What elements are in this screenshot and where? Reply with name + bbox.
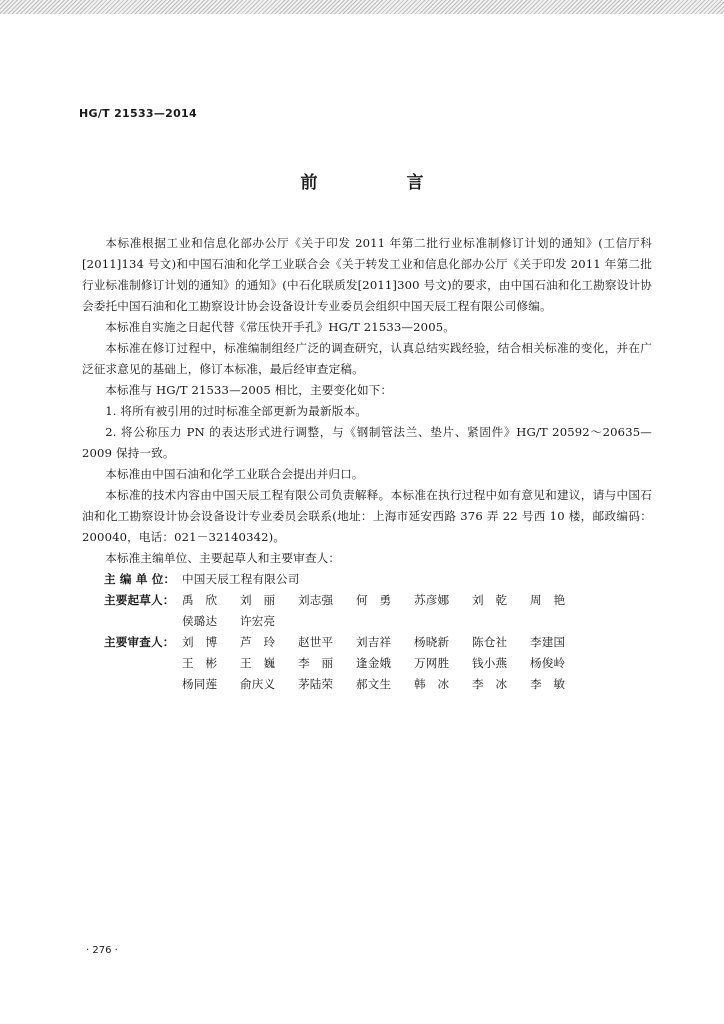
reviewer-name: 郝文生	[356, 677, 392, 691]
reviewer-name: 刘 博	[182, 635, 218, 649]
reviewers-row	[82, 653, 652, 674]
drafter-name: 禹 欣	[182, 593, 218, 607]
drafter-name: 侯璐达	[182, 614, 218, 628]
drafter-names	[182, 611, 298, 632]
change-item-1: 1. 将所有被引用的过时标准全部更新为最新版本。	[105, 404, 368, 418]
paragraph-1: 本标准根据工业和信息化部办公厅《关于印发 2011 年第二批行业标准制修订计划的通知》(工信厅科[2011]134 号文)和中国石油和化学工业联合会《关于转发工业和信息化部办公厅《关于印发 2011 年第二批行业标准制修订计划的通知》的通知》(中石化联质发[2011]300 号文)的要求，由中国石油和化工勘察设计协会委托中国石油和化工勘察设计协会设备设计专业委员会组织中国天辰工程有限公司修编。	[82, 236, 652, 313]
scan-edge	[0, 0, 724, 14]
paragraph-7: 本标准由中国石油和化学工业联合会提出并归口。	[105, 467, 364, 481]
reviewer-name: 芦 玲	[240, 635, 276, 649]
chief-unit-label: 主 编 单 位：	[104, 572, 176, 586]
paragraph-9: 本标准主编单位、主要起草人和主要审查人：	[105, 551, 341, 565]
reviewer-name: 俞庆义	[240, 677, 276, 691]
reviewer-name: 逢金娥	[356, 656, 392, 670]
reviewer-name: 万网胜	[414, 656, 450, 670]
drafters-row	[82, 611, 652, 632]
reviewers-label: 主要审查人：	[104, 635, 175, 649]
change-item-2: 2. 将公称压力 PN 的表达形式进行调整，与《钢制管法兰、垫片、紧固件》HG/T 20592～20635—2009 保持一致。	[82, 425, 652, 460]
reviewer-name: 钱小燕	[472, 656, 508, 670]
drafters-label: 主要起草人：	[104, 593, 175, 607]
drafters-row	[82, 590, 652, 611]
drafter-name: 刘 丽	[240, 593, 276, 607]
reviewer-names	[182, 674, 588, 695]
paragraph-8: 本标准的技术内容由中国天辰工程有限公司负责解释。本标准在执行过程中如有意见和建议，请与中国石油和化工勘察设计协会设备设计专业委员会联系(地址：上海市延安西路 376 弄 22 号西 10 楼，邮政编码：200040，电话：021－32140342)。	[82, 488, 652, 544]
drafter-name: 苏彦娜	[414, 593, 450, 607]
drafter-name: 周 艳	[530, 593, 566, 607]
paragraph-3: 本标准在修订过程中，标准编制组经广泛的调查研究，认真总结实践经验，结合相关标准的变化，并在广泛征求意见的基础上，修订本标准，最后经审查定稿。	[82, 341, 652, 376]
foreword-body	[82, 233, 652, 695]
staff-list	[82, 569, 652, 695]
drafter-name: 何 勇	[356, 593, 392, 607]
reviewer-names	[182, 632, 588, 653]
reviewers-row	[82, 632, 652, 653]
reviewer-name: 王 巍	[240, 656, 276, 670]
drafter-name: 刘 乾	[472, 593, 508, 607]
standard-code: HG/T 21533—2014	[79, 107, 197, 120]
paragraph-4: 本标准与 HG/T 21533—2005 相比，主要变化如下：	[105, 383, 393, 397]
chief-unit-row	[82, 569, 652, 590]
reviewer-name: 李 敏	[530, 677, 566, 691]
reviewer-names	[182, 653, 588, 674]
reviewer-name: 杨同莲	[182, 677, 218, 691]
reviewer-name: 李建国	[530, 635, 566, 649]
reviewer-name: 李 冰	[472, 677, 508, 691]
reviewer-name: 韩 冰	[414, 677, 450, 691]
drafter-names	[182, 590, 588, 611]
reviewer-name: 王 彬	[182, 656, 218, 670]
reviewers-row	[82, 674, 652, 695]
reviewer-name: 赵世平	[298, 635, 334, 649]
chief-unit-value: 中国天辰工程有限公司	[182, 572, 300, 586]
reviewer-name: 茅陆荣	[298, 677, 334, 691]
reviewer-name: 陈仓社	[472, 635, 508, 649]
reviewer-name: 杨晓新	[414, 635, 450, 649]
reviewer-name: 李 丽	[298, 656, 334, 670]
reviewer-name: 杨俊岭	[530, 656, 566, 670]
drafter-name: 刘志强	[298, 593, 334, 607]
page-title: 前 言	[300, 173, 460, 193]
reviewer-name: 刘吉祥	[356, 635, 392, 649]
drafter-name: 许宏亮	[240, 614, 276, 628]
paragraph-2: 本标准自实施之日起代替《常压快开手孔》HG/T 21533—2005。	[105, 320, 455, 334]
page-number: · 276 ·	[86, 945, 118, 956]
